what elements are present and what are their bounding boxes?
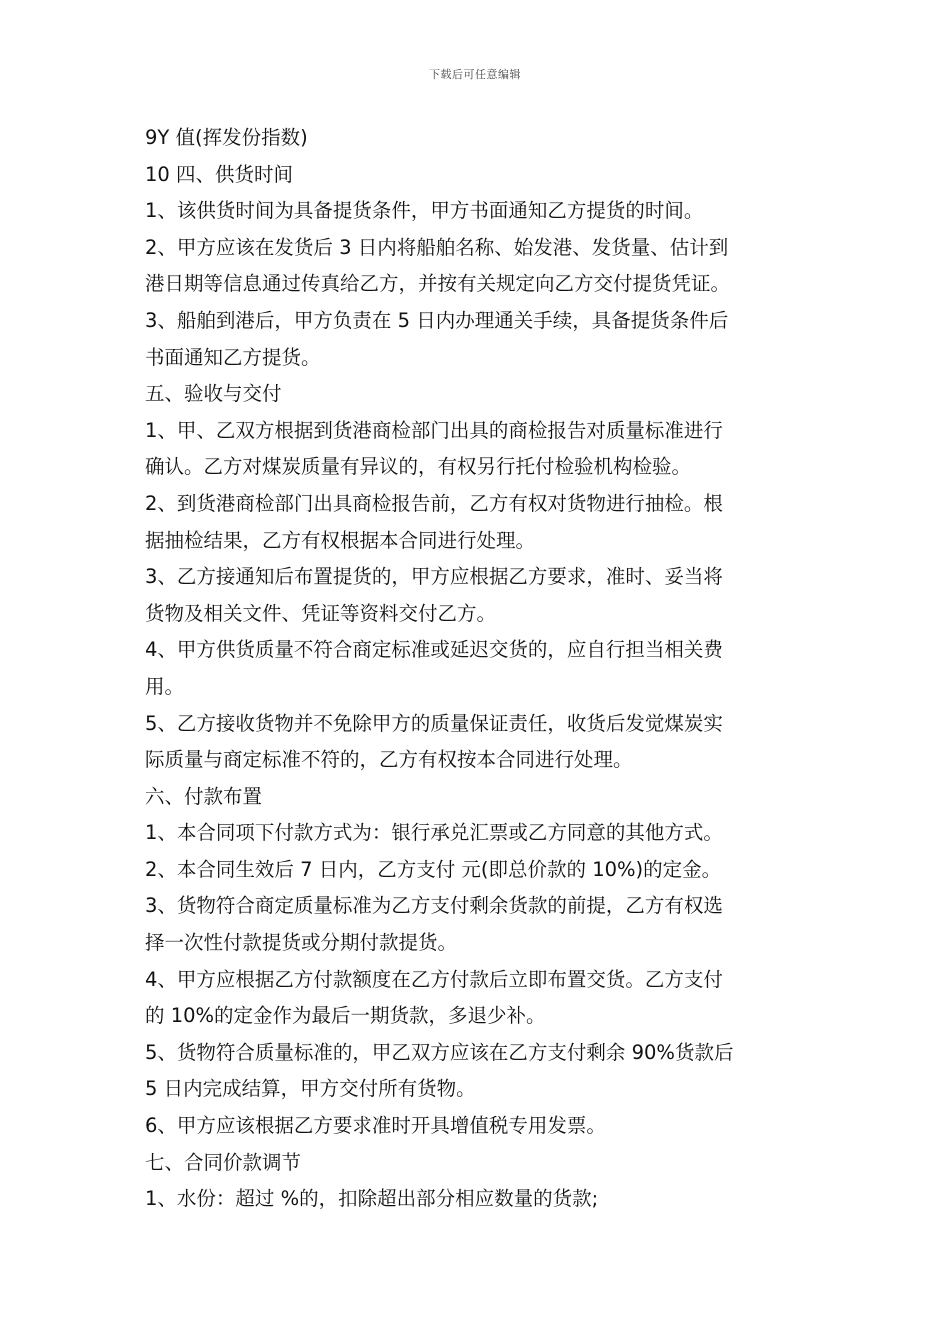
text-line: 3、货物符合商定质量标准为乙方支付剩余货款的前提，乙方有权选	[145, 894, 723, 918]
section-heading: 五、验收与交付	[145, 382, 282, 406]
text-line: 确认。乙方对煤炭质量有异议的，有权另行托付检验机构检验。	[145, 455, 692, 479]
text-line: 书面通知乙方提货。	[145, 345, 321, 369]
text-line: 6、甲方应该根据乙方要求准时开具增值税专用发票。	[145, 1114, 606, 1138]
text-line: 3、船舶到港后，甲方负责在 5 日内办理通关手续，具备提货条件后	[145, 308, 729, 332]
page-header: 下载后可任意编辑	[429, 68, 521, 81]
text-line: 1、该供货时间为具备提货条件，甲方书面通知乙方提货的时间。	[145, 199, 704, 223]
text-line: 4、甲方供货质量不符合商定标准或延迟交货的，应自行担当相关费	[145, 638, 723, 662]
text-line: 4、甲方应根据乙方付款额度在乙方付款后立即布置交货。乙方支付	[145, 967, 723, 991]
text-line: 择一次性付款提货或分期付款提货。	[145, 931, 458, 955]
text-line: 5、货物符合质量标准的，甲乙双方应该在乙方支付剩余 90%货款后	[145, 1040, 734, 1064]
section-heading: 10 四、供货时间	[145, 162, 294, 186]
text-line: 3、乙方接通知后布置提货的，甲方应根据乙方要求，准时、妥当将	[145, 565, 723, 589]
text-line: 5 日内完成结算，甲方交付所有货物。	[145, 1077, 476, 1101]
text-line: 用。	[145, 674, 185, 698]
text-line: 1、本合同项下付款方式为：银行承兑汇票或乙方同意的其他方式。	[145, 821, 723, 845]
document-body	[145, 120, 813, 1218]
text-line: 5、乙方接收货物并不免除甲方的质量保证责任，收货后发觉煤炭实	[145, 711, 723, 735]
text-line: 1、甲、乙双方根据到货港商检部门出具的商检报告对质量标准进行	[145, 418, 723, 442]
text-line: 2、到货港商检部门出具商检报告前，乙方有权对货物进行抽检。根	[145, 491, 723, 515]
text-line: 2、甲方应该在发货后 3 日内将船舶名称、始发港、发货量、估计到	[145, 235, 729, 259]
text-line: 货物及相关文件、凭证等资料交付乙方。	[145, 601, 497, 625]
text-line: 1、水份：超过 %的，扣除超出部分相应数量的货款;	[145, 1187, 599, 1211]
text-line: 港日期等信息通过传真给乙方，并按有关规定向乙方交付提货凭证。	[145, 272, 731, 296]
section-heading: 七、合同价款调节	[145, 1150, 302, 1174]
text-line: 9Y 值(挥发份指数)	[145, 126, 308, 149]
text-line: 的 10%的定金作为最后一期货款，多退少补。	[145, 1004, 546, 1028]
text-line: 据抽检结果，乙方有权根据本合同进行处理。	[145, 528, 536, 552]
text-line: 际质量与商定标准不符的，乙方有权按本合同进行处理。	[145, 748, 633, 772]
text-line: 2、本合同生效后 7 日内，乙方支付 元(即总价款的 10%)的定金。	[145, 857, 722, 881]
section-heading: 六、付款布置	[145, 784, 263, 808]
